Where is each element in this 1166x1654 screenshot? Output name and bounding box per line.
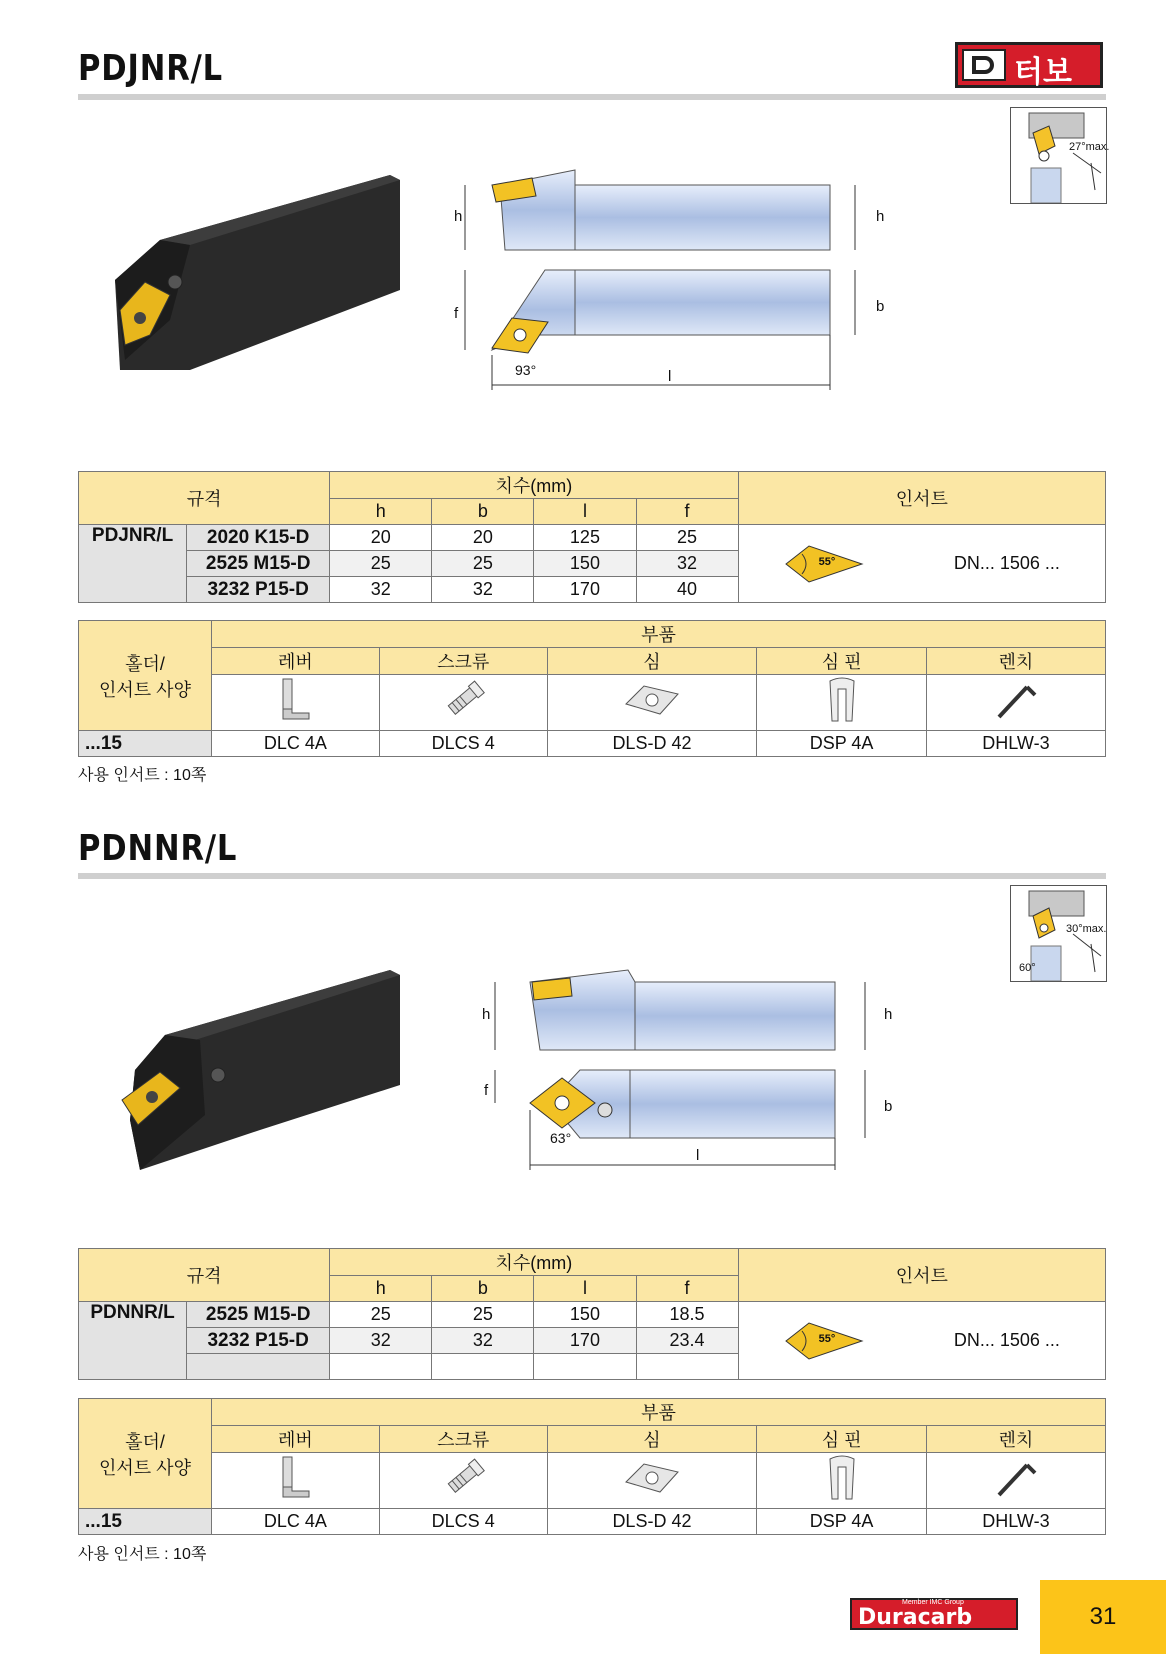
cell-b: 20 [432,525,534,551]
angle-detail-diagram [1010,885,1107,982]
brand-logo [955,42,1103,88]
page-number: 31 [1040,1580,1166,1654]
holder-size: ...15 [79,1509,212,1535]
part-value: DLC 4A [212,1509,380,1535]
dim-h-right: h [884,1006,893,1023]
dim-l: l [668,368,672,385]
spec-table [78,471,1106,603]
part-col-shim-pin: 심 핀 [757,1426,927,1453]
part-value: DLS-D 42 [547,1509,757,1535]
part-col-shim: 심 [547,1426,757,1453]
spec-table [78,1248,1106,1380]
spec-code: 3232 P15-D [187,1328,330,1354]
insert-cell [738,1302,1105,1380]
duracarb-logo [850,1598,1018,1630]
holder-insert-header: 홀더/ 인서트 사양 [79,621,212,731]
dim-b: b [876,298,885,315]
cell-b: 25 [432,551,534,577]
shim-icon [547,1453,757,1509]
parts-header: 부품 [212,621,1106,648]
col-f: f [636,1276,738,1302]
brand-logo-text: 터보 [1014,55,1072,90]
cell-f: 40 [636,577,738,603]
dim-angle: 63° [550,1130,572,1146]
col-h: h [330,1276,432,1302]
cell-b: 25 [432,1302,534,1328]
col-b: b [432,499,534,525]
spec-header: 규격 [79,1249,330,1302]
spec-header: 규격 [79,472,330,525]
col-h: h [330,499,432,525]
holder-insert-header: 홀더/ 인서트 사양 [79,1399,212,1509]
section-title: PDNNR/L [78,828,238,869]
dim-angle: 93° [515,362,537,378]
cell-h: 20 [330,525,432,551]
dim-f: f [484,1082,489,1099]
part-value: DLS-D 42 [547,731,757,757]
angle-detail-label-2: 60° [1019,962,1036,974]
cell-l: 170 [534,577,636,603]
insert-angle: 55° [818,1332,836,1345]
parts-table [78,620,1106,757]
dim-h-right: h [876,208,885,225]
screw-icon [379,1453,547,1509]
col-l: l [534,1276,636,1302]
duracarb-logo-text: Duracarb [858,1605,973,1630]
cell-b: 32 [432,577,534,603]
empty-cell [534,1354,636,1380]
empty-cell [187,1354,330,1380]
part-value: DSP 4A [757,1509,927,1535]
part-col-wrench: 렌치 [926,648,1105,675]
cell-h: 25 [330,551,432,577]
series-name: PDNNR/L [79,1302,187,1380]
insert-reference-note: 사용 인서트 : 10쪽 [78,1546,207,1563]
empty-cell [636,1354,738,1380]
cell-h: 25 [330,1302,432,1328]
part-col-screw: 스크류 [379,648,547,675]
parts-header: 부품 [212,1399,1106,1426]
insert-cell [738,525,1105,603]
insert-header: 인서트 [738,1249,1105,1302]
tool-dimension-drawing [450,960,910,1180]
cell-l: 150 [534,551,636,577]
dim-f: f [454,305,459,322]
shim-icon [547,675,757,731]
insert-shape-icon [784,544,864,584]
part-col-lever: 레버 [212,648,380,675]
part-col-shim-pin: 심 핀 [757,648,927,675]
angle-detail-label: 30°max. [1066,923,1107,935]
lever-icon [212,1453,380,1509]
duracarb-logo-sub: Member IMC Group [902,1599,964,1606]
part-col-wrench: 렌치 [926,1426,1105,1453]
lever-icon [212,675,380,731]
insert-angle: 55° [818,555,836,568]
col-b: b [432,1276,534,1302]
cell-h: 32 [330,1328,432,1354]
part-value: DLCS 4 [379,1509,547,1535]
insert-reference-note: 사용 인서트 : 10쪽 [78,767,207,784]
title-rule [78,94,1106,100]
insert-header: 인서트 [738,472,1105,525]
cell-f: 32 [636,551,738,577]
spec-code: 2525 M15-D [187,551,330,577]
angle-detail-diagram [1010,107,1110,204]
tool-holder-photo [110,170,410,390]
part-col-lever: 레버 [212,1426,380,1453]
cell-l: 150 [534,1302,636,1328]
cell-f: 23.4 [636,1328,738,1354]
title-rule [78,873,1106,879]
wrench-icon [926,1453,1105,1509]
holder-size: ...15 [79,731,212,757]
empty-cell [330,1354,432,1380]
part-value: DLCS 4 [379,731,547,757]
cell-l: 170 [534,1328,636,1354]
insert-code: DN... 1506 ... [953,553,1060,573]
cell-f: 25 [636,525,738,551]
angle-detail-label: 27°max. [1069,141,1110,153]
cell-h: 32 [330,577,432,603]
col-l: l [534,499,636,525]
cell-f: 18.5 [636,1302,738,1328]
part-col-shim: 심 [547,648,757,675]
shim-pin-icon [757,1453,927,1509]
col-f: f [636,499,738,525]
spec-code: 2020 K15-D [187,525,330,551]
insert-shape-icon [784,1321,864,1361]
dim-l: l [696,1147,700,1164]
part-value: DLC 4A [212,731,380,757]
tool-holder-photo [110,960,410,1180]
empty-cell [432,1354,534,1380]
dim-h-left: h [482,1006,491,1023]
dim-b: b [884,1098,893,1115]
cell-l: 125 [534,525,636,551]
screw-icon [379,675,547,731]
insert-code: DN... 1506 ... [953,1330,1060,1350]
dim-h-left: h [454,208,463,225]
part-value: DSP 4A [757,731,927,757]
part-value: DHLW-3 [926,1509,1105,1535]
part-value: DHLW-3 [926,731,1105,757]
section-title: PDJNR/L [78,48,224,89]
spec-code: 3232 P15-D [187,577,330,603]
part-col-screw: 스크류 [379,1426,547,1453]
shim-pin-icon [757,675,927,731]
dims-header: 치수(mm) [330,472,738,499]
wrench-icon [926,675,1105,731]
series-name: PDJNR/L [79,525,187,603]
parts-table [78,1398,1106,1535]
spec-code: 2525 M15-D [187,1302,330,1328]
cell-b: 32 [432,1328,534,1354]
dims-header: 치수(mm) [330,1249,738,1276]
